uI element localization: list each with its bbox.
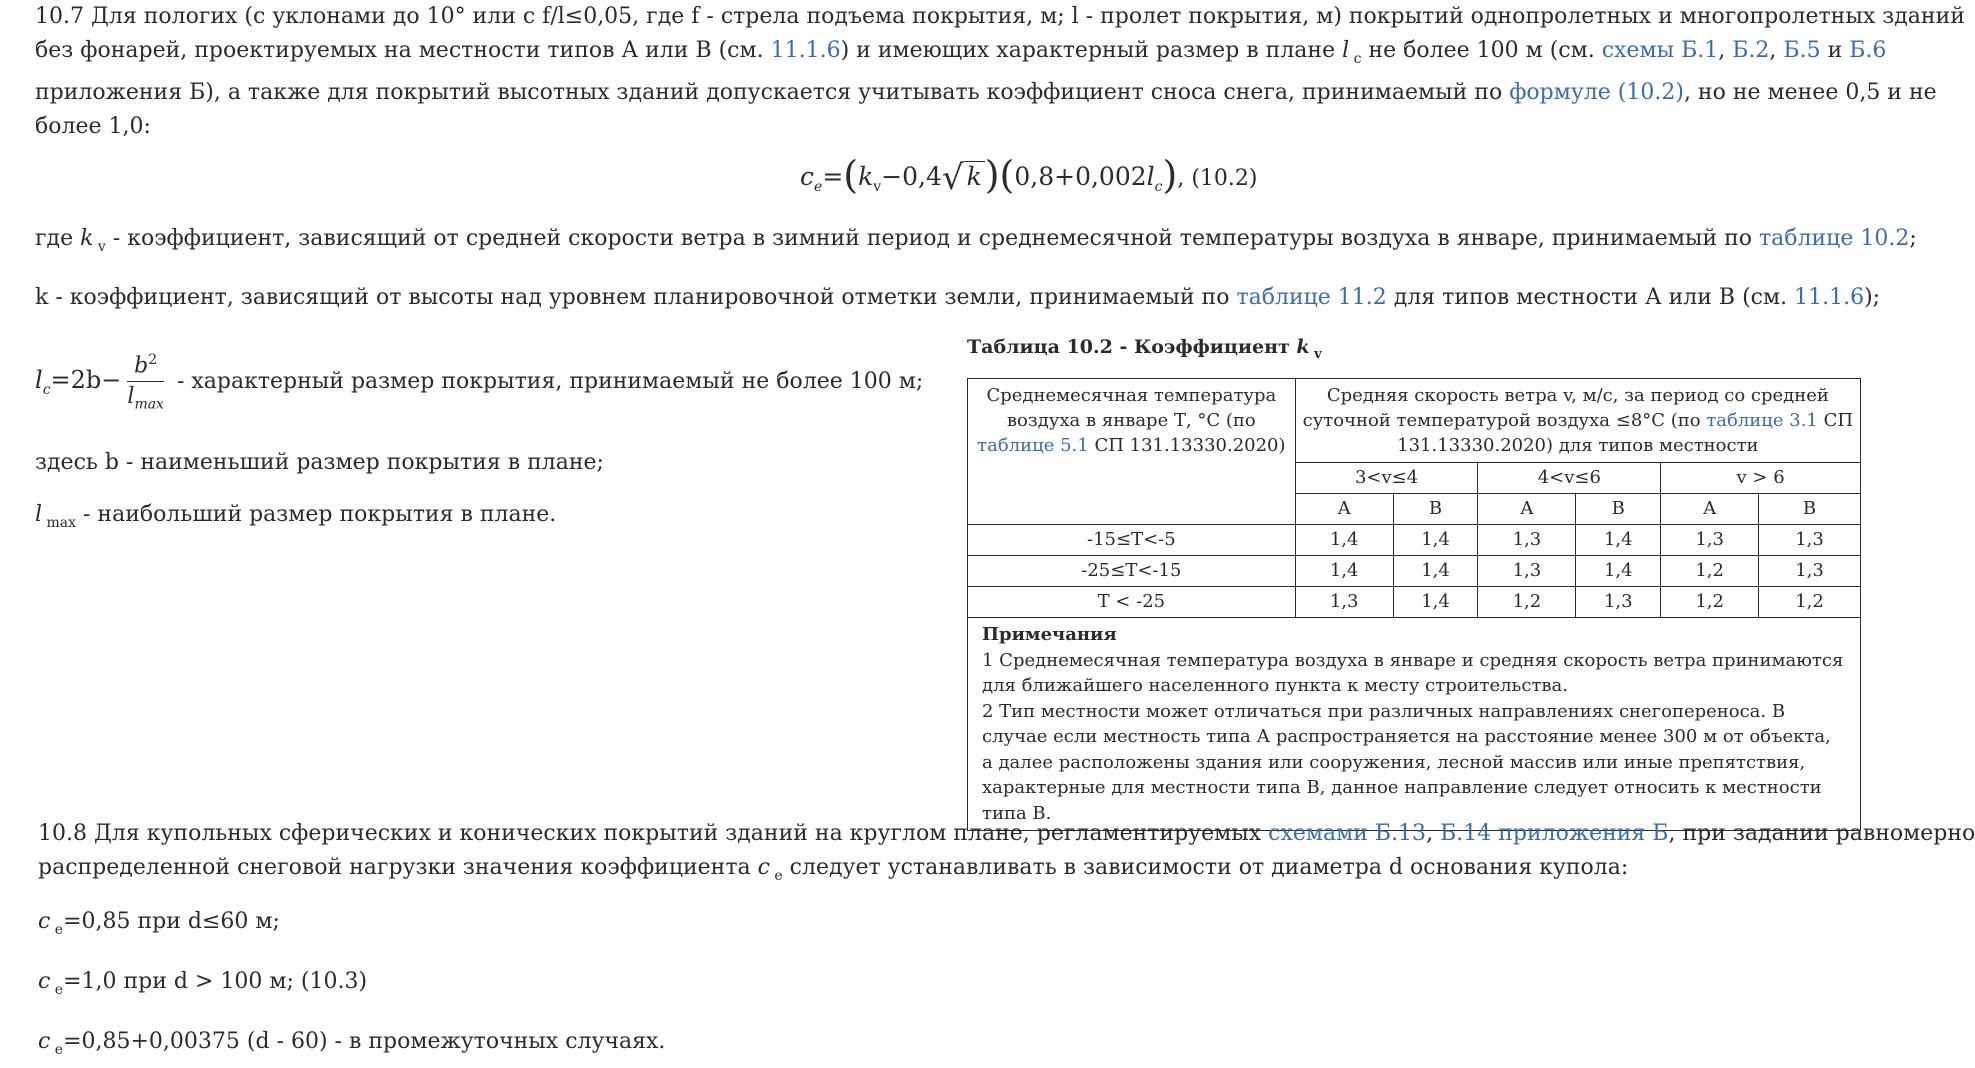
table-row [968, 556, 1861, 587]
formula-sub: e [814, 179, 823, 195]
kv-definition [35, 222, 1917, 264]
range-cell: v > 6 [1661, 463, 1861, 494]
formula-sub: c [1154, 179, 1163, 195]
value-cell: 1,3 [1295, 587, 1393, 618]
notes-title: Примечания [982, 624, 1117, 645]
ce-subscript: e [769, 868, 783, 884]
note-2: 2 Тип местности может отличаться при различных направлениях снегопереноса. В случае если местность типа А распространяется на расстояние менее 300 м от объекта, а далее расположены здания или сооружения, лесной массив или иные препятствия, характерные для местности типа В, данное направление следует относить к местности типа В. [982, 700, 1831, 824]
value-cell: 1,3 [1478, 525, 1576, 556]
kv-subscript: v [93, 239, 106, 255]
lc-symbol: l [1342, 38, 1350, 63]
value-cell: 1,2 [1759, 587, 1861, 618]
lmax-definition [35, 498, 556, 540]
link-b5[interactable]: Б.5 [1783, 38, 1821, 63]
text: =0,85 при d≤60 м; [63, 909, 280, 934]
value-cell: 1,2 [1661, 556, 1759, 587]
table-header-row [968, 379, 1861, 463]
text: k - коэффициент, зависящий от высоты над уровнем планировочной отметки земли, принимаемый по [35, 285, 1237, 310]
note-1: 1 Среднемесячная температура воздуха в январе и средняя скорость ветра принимаются для ближайшего населенного пункта к месту строительства. [982, 649, 1844, 696]
link-b6[interactable]: Б.6 [1849, 38, 1887, 63]
paragraph-10-7-line-1: 10.7 Для пологих (с уклонами до 10° или с f/l≤0,05, где f - стрела подъема покрытия, м; l - пролет покрытия, м) покрытий однопролетных и многопролетных зданий [35, 4, 1965, 29]
link-b2[interactable]: Б.2 [1732, 38, 1770, 63]
paren-open-icon: ( [843, 153, 859, 197]
link-11-1-6[interactable]: 11.1.6 [770, 38, 841, 63]
link-table-10-2[interactable]: таблице 10.2 [1759, 226, 1910, 251]
ce-symbol: c [757, 855, 770, 880]
kv-table [967, 378, 1861, 831]
ce-subscript: e [50, 922, 64, 938]
ce-line-1 [38, 905, 280, 947]
text: , [1426, 821, 1441, 846]
type-cell: В [1759, 494, 1861, 525]
caption-sub: v [1309, 346, 1322, 362]
formula-text: 0,8+0,002 [1014, 162, 1147, 191]
text: - наибольший размер покрытия в плане. [76, 502, 557, 527]
ce-symbol: c [38, 969, 51, 994]
text: , при задании равномерно [1668, 821, 1975, 846]
formula-text: −0,4 [881, 162, 942, 191]
paragraph-10-7-line-2: без фонарей, проектируемых на местности типов А или В (см. 11.1.6) и имеющих характерный размер в плане l $_c$ не более 100 м (см. схемы Б.1, Б.2, Б.5 и Б.6 [35, 38, 1887, 67]
lc-subscript: c [1349, 51, 1362, 67]
formula-eq: = [822, 162, 844, 191]
text: следует устанавливать в зависимости от диаметра d основания купола: [782, 855, 1629, 880]
text: ); [1864, 285, 1881, 310]
text: , но не менее 0,5 и не [1683, 80, 1937, 105]
text: - характерный размер покрытия, принимаемый не более 100 м; [169, 369, 924, 394]
text: =1,0 при d > 100 м; (10.3) [63, 969, 368, 994]
link-formula-10-2[interactable]: формуле (10.2) [1509, 80, 1684, 105]
paragraph-10-8-line-1 [38, 817, 1975, 851]
link-table-5-1[interactable]: таблице 5.1 [977, 435, 1089, 456]
ce-subscript: e [50, 1042, 64, 1058]
k-definition [35, 281, 1880, 315]
text: Средняя скорость ветра v, м/с, за период со средней суточной температурой воздуха ≤8°С (по [1302, 385, 1829, 431]
temp-cell: T < -25 [968, 587, 1296, 618]
range-cell: 4<v≤6 [1478, 463, 1661, 494]
lc-eq: =2b− [50, 366, 122, 394]
link-table-3-1[interactable]: таблице 3.1 [1706, 410, 1818, 431]
paren-close-icon: ) [984, 153, 1000, 197]
lc-formula-line [35, 340, 923, 420]
ce-line-3 [38, 1025, 665, 1067]
paragraph-10-8-line-2 [38, 851, 1898, 893]
link-table-11-2[interactable]: таблице 11.2 [1236, 285, 1387, 310]
sqrt-icon: √ [941, 158, 964, 198]
range-cell: 3<v≤4 [1295, 463, 1478, 494]
formula-k: k [858, 162, 874, 191]
text: приложения Б), а также для покрытий высотных зданий допускается учитывать коэффициент сноса снега, принимаемый по [35, 80, 1510, 105]
value-cell: 1,3 [1478, 556, 1576, 587]
table-caption [967, 332, 1867, 362]
table-row [968, 525, 1861, 556]
text: распределенной снеговой нагрузки значения коэффициента [38, 855, 758, 880]
formula-number: , (10.2) [1177, 166, 1258, 191]
table-10-2 [967, 332, 1867, 831]
text: не более 100 м (см. [1361, 38, 1602, 63]
type-cell: А [1295, 494, 1393, 525]
value-cell: 1,4 [1393, 587, 1478, 618]
text: СП 131.13330.2020) [1088, 435, 1286, 456]
ce-line-2 [38, 965, 367, 1007]
value-cell: 1,3 [1759, 556, 1861, 587]
paragraph-10-8 [38, 817, 1975, 893]
value-cell: 1,3 [1759, 525, 1861, 556]
link-11-1-6[interactable]: 11.1.6 [1794, 285, 1865, 310]
link-scheme-b13[interactable]: схемами Б.13 [1268, 821, 1427, 846]
link-scheme-b1[interactable]: схемы Б.1 [1601, 38, 1719, 63]
paragraph-10-7 [35, 0, 1965, 144]
value-cell: 1,4 [1576, 556, 1661, 587]
lmax-sub: max [42, 515, 77, 531]
ce-subscript: e [50, 982, 64, 998]
value-cell: 1,4 [1393, 556, 1478, 587]
value-cell: 1,4 [1295, 556, 1393, 587]
b-definition: здесь b - наименьший размер покрытия в плане; [35, 450, 604, 475]
link-b14-appendix-b[interactable]: Б.14 приложения Б [1440, 821, 1669, 846]
table-row [968, 587, 1861, 618]
paragraph-10-7-line-3 [35, 76, 1937, 110]
type-cell: А [1478, 494, 1576, 525]
lc-fraction [127, 345, 164, 420]
text: где [35, 226, 81, 251]
value-cell: 1,4 [1576, 525, 1661, 556]
text: 10.8 Для купольных сферических и конических покрытий зданий на круглом плане, регламентируемых [38, 821, 1269, 846]
value-cell: 1,3 [1576, 587, 1661, 618]
kv-symbol: k [80, 226, 94, 251]
paren-open-icon: ( [999, 153, 1015, 197]
value-cell: 1,4 [1295, 525, 1393, 556]
value-cell: 1,4 [1393, 525, 1478, 556]
text: =0,85+0,00375 (d - 60) - в промежуточных случаях. [63, 1029, 666, 1054]
caption-k: k [1296, 336, 1310, 358]
temp-cell: -15≤T<-5 [968, 525, 1296, 556]
type-cell: В [1393, 494, 1478, 525]
formula-10-2 [800, 150, 1257, 212]
text: Таблица 10.2 - Коэффициент [967, 336, 1297, 358]
ce-symbol: c [38, 909, 51, 934]
type-cell: В [1576, 494, 1661, 525]
lmax-l: l [35, 502, 43, 527]
formula-sub: v [873, 179, 882, 195]
frac-sup: 2 [148, 351, 158, 368]
frac-denominator: l [127, 383, 135, 409]
value-cell: 1,3 [1661, 525, 1759, 556]
table-notes [968, 618, 1861, 831]
header-temperature [968, 379, 1296, 525]
paragraph-10-7-line-4: более 1,0: [35, 114, 151, 139]
text: - коэффициент, зависящий от средней скорости ветра в зимний период и среднемесячной температуры воздуха в январе, принимаемый по [105, 226, 1759, 251]
frac-den-sub: max [134, 396, 164, 413]
formula-k: k [964, 161, 985, 191]
text: без фонарей, проектируемых на местности типов А или В (см. [35, 38, 771, 63]
text: Среднемесячная температура воздуха в январе Т, °С (по [986, 385, 1277, 431]
text: для типов местности А или В (см. [1386, 285, 1795, 310]
formula-l: l [1146, 162, 1155, 191]
value-cell: 1,2 [1478, 587, 1576, 618]
frac-numerator: b [134, 352, 149, 378]
type-cell: А [1661, 494, 1759, 525]
text: ; [1909, 226, 1917, 251]
text: ) и имеющих характерный размер в плане [840, 38, 1343, 63]
text: и [1820, 38, 1850, 63]
temp-cell: -25≤T<-15 [968, 556, 1296, 587]
ce-symbol: c [38, 1029, 51, 1054]
text: СП 131.13330.2020) для типов местности [1397, 410, 1854, 456]
paren-close-icon: ) [1162, 153, 1178, 197]
table-notes-row [968, 618, 1861, 831]
header-wind-speed [1295, 379, 1860, 463]
lc-sub: c [42, 382, 51, 398]
value-cell: 1,2 [1661, 587, 1759, 618]
lc-l: l [35, 366, 43, 394]
formula-c: c [800, 162, 815, 191]
